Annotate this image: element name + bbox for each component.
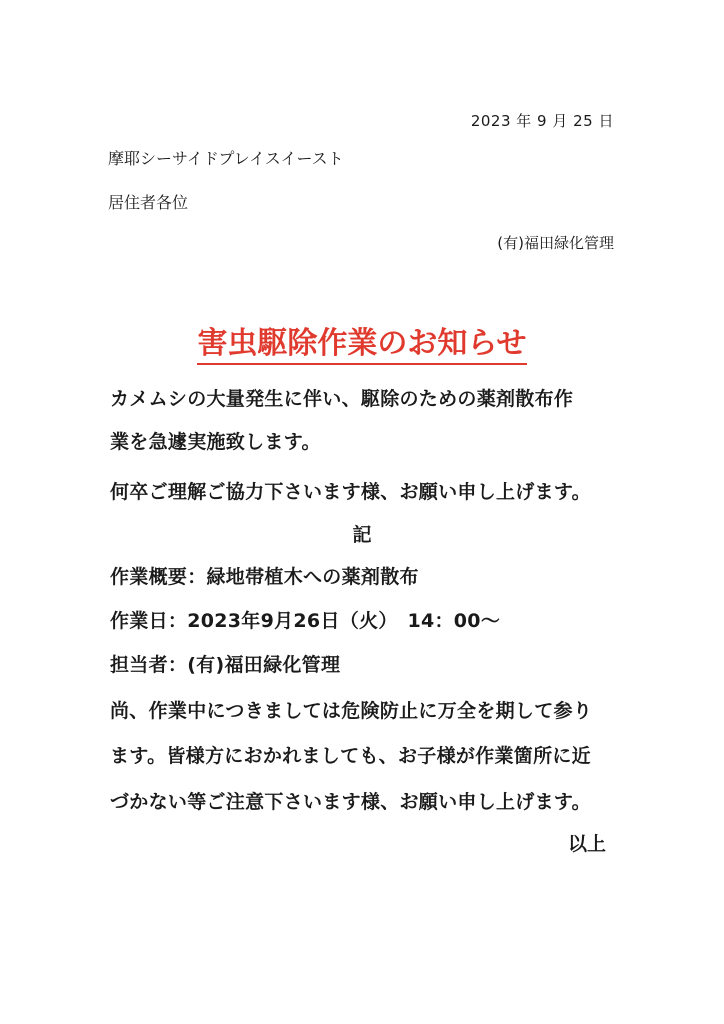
intro-line-3: 何卒ご理解ご協力下さいます様、お願い申し上げます。 xyxy=(110,481,591,503)
closing-mark: 以上 xyxy=(567,833,606,855)
recipient-residents: 居住者各位 xyxy=(108,193,189,212)
work-date: 作業日：2023年9月26日（火） 14：00～ xyxy=(110,610,501,632)
intro-line-1: カメムシの大量発生に伴い、駆除のための薬剤散布作 xyxy=(110,388,574,410)
notice-title-text: 害虫駆除作業のお知らせ xyxy=(197,326,526,365)
notice-title xyxy=(0,318,724,362)
work-summary: 作業概要：緑地帯植木への薬剤散布 xyxy=(110,566,419,588)
recipient-building: 摩耶シーサイドプレイスイースト xyxy=(108,149,344,168)
note-line-2: ます。皆様方におかれましても、お子様が作業箇所に近 xyxy=(110,745,591,767)
intro-line-2: 業を急遽実施致します。 xyxy=(110,431,321,453)
ki-heading: 記 xyxy=(352,524,372,546)
notice-date: 2023 年 9 月 25 日 xyxy=(470,112,614,130)
person-in-charge: 担当者：(有)福田緑化管理 xyxy=(110,654,341,676)
sender-company: (有)福田緑化管理 xyxy=(497,234,614,252)
note-line-3: づかない等ご注意下さいます様、お願い申し上げます。 xyxy=(110,791,591,813)
note-line-1: 尚、作業中につきましては危険防止に万全を期して参り xyxy=(110,700,593,722)
